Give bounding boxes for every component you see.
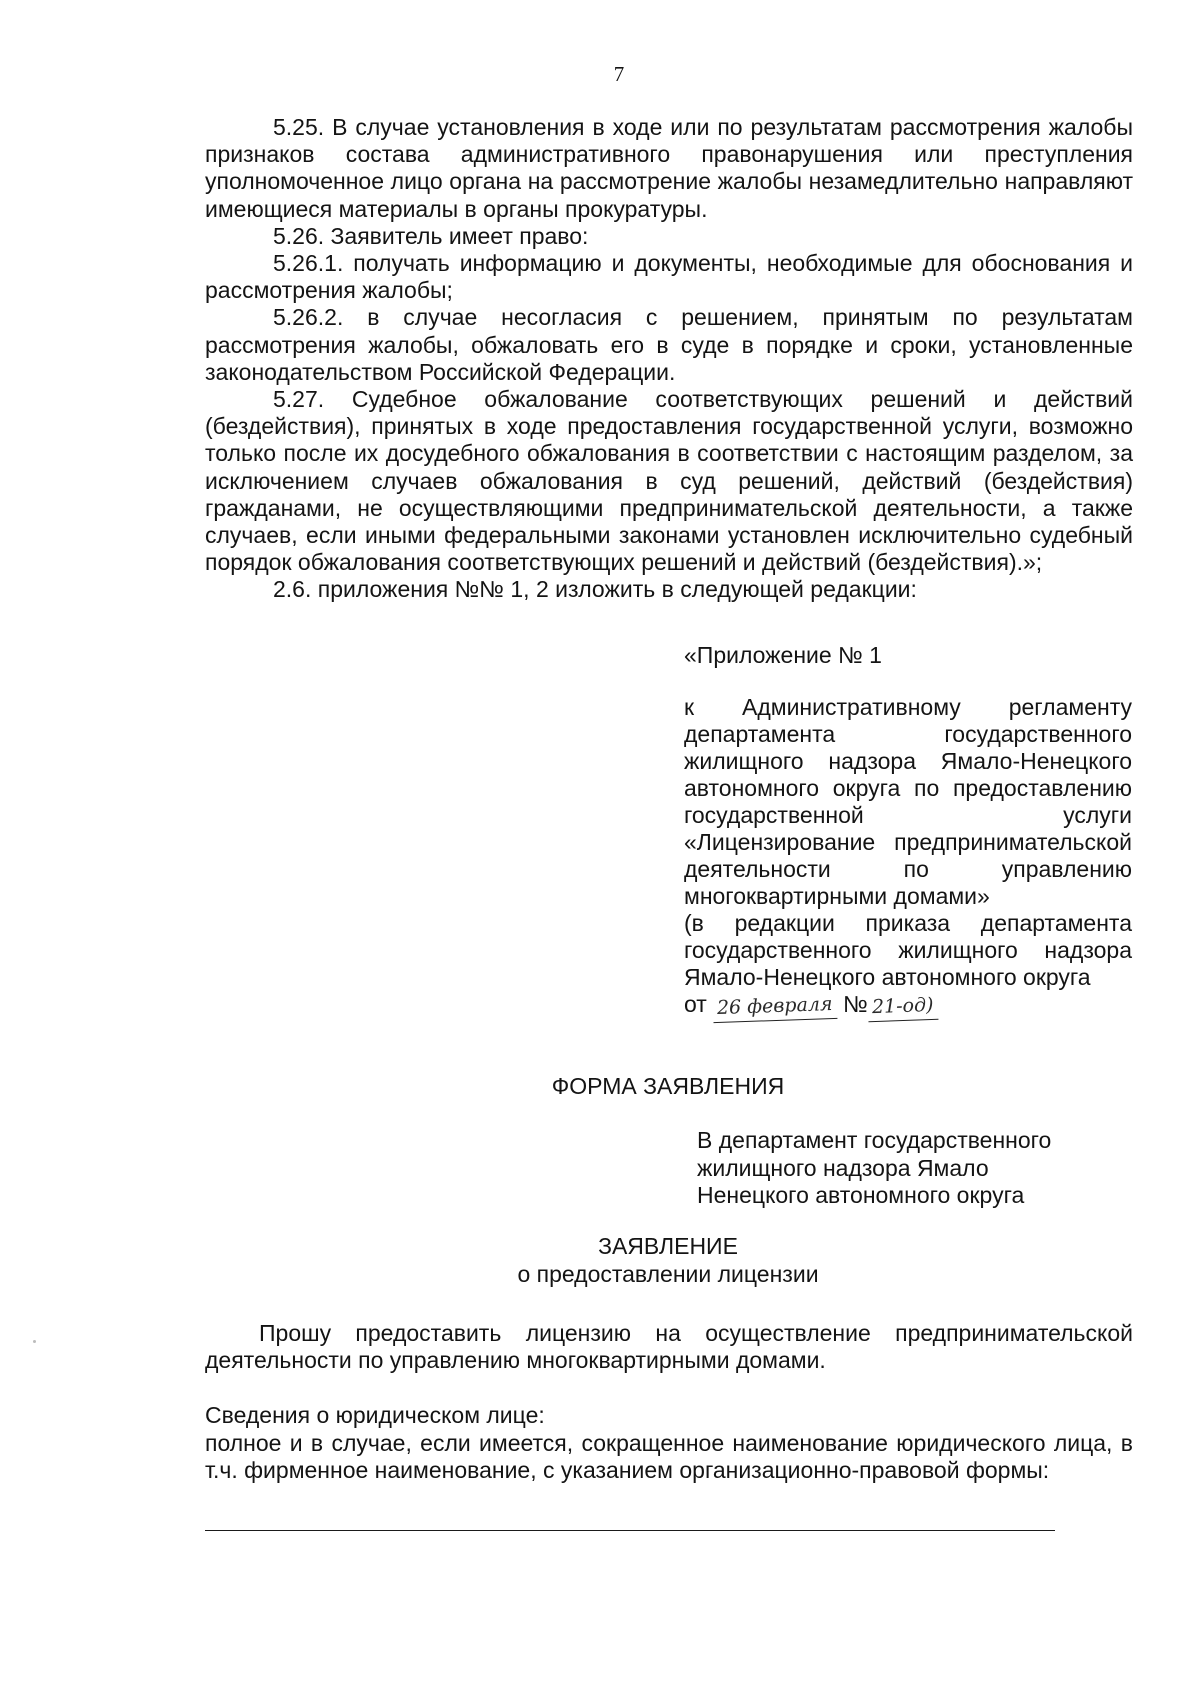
request-paragraph: [205, 1320, 1133, 1374]
form-heading: ФОРМА ЗАЯВЛЕНИЯ: [551, 1073, 785, 1099]
legal-entity-description-text: полное и в случае, если имеется, сокращенное наименование юридического лица, в т.ч. фирменное наименование, с указанием организационно-правовой формы:: [205, 1430, 1133, 1484]
addressee-line-1: В департамент государственного: [697, 1127, 1052, 1153]
legal-entity-label: Сведения о юридическом лице:: [205, 1402, 545, 1428]
request-text: Прошу предоставить лицензию на осуществление предпринимательской деятельности по управлению многоквартирными домами.: [205, 1320, 1133, 1374]
addressee-line-3: Ненецкого автономного округа: [697, 1182, 1025, 1208]
paragraph-5-26-1: 5.26.1. получать информацию и документы, необходимые для обоснования и рассмотрения жалобы;: [205, 250, 1133, 304]
handwritten-date: 26 февраля: [713, 991, 837, 1023]
handwritten-number: 21-од): [867, 992, 937, 1022]
main-text: [205, 114, 1133, 604]
appendix-edition-text: (в редакции приказа департамента государственного жилищного надзора Ямало-Ненецкого автономного округа: [684, 910, 1132, 990]
edition-date-line: [684, 991, 1132, 1021]
addressee-block: [697, 1127, 1117, 1210]
legal-entity-description: [205, 1430, 1133, 1484]
fill-in-line: [205, 1530, 1055, 1531]
application-title: ЗАЯВЛЕНИЕ: [598, 1233, 738, 1259]
appendix-title: «Приложение № 1: [684, 642, 882, 668]
paragraph-5-27: 5.27. Судебное обжалование соответствующих решений и действий (бездействия), принятых в ходе предоставления государственной услуги, возможно только после их досудебного обжалования в соответствии с настоящим разделом, за исключением случаев обжалования в суд решений, действий (бездействия) гражданами, не осуществляющими предпринимательской деятельности, а также случаев, если иными федеральными законами установлен исключительно судебный порядок обжалования соответствующих решений и действий (бездействия).»;: [205, 386, 1133, 576]
appendix-regulation-text: к Административному регламенту департамента государственного жилищного надзора Ямало-Ненецкого автономного округа по предоставлению государственной услуги «Лицензирование предпринимательской деятельности по управлению многоквартирными домами»: [684, 694, 1132, 909]
date-prefix: от: [684, 991, 707, 1017]
application-subtitle: о предоставлении лицензии: [517, 1261, 819, 1287]
addressee-line-2: жилищного надзора Ямало: [697, 1154, 989, 1181]
scan-speck: [33, 1340, 36, 1343]
paragraph-5-26-2: 5.26.2. в случае несогласия с решением, принятым по результатам рассмотрения жалобы, обжаловать его в суде в порядке и сроки, установленные законодательством Российской Федерации.: [205, 304, 1133, 385]
paragraph-2-6: 2.6. приложения №№ 1, 2 изложить в следующей редакции:: [273, 576, 917, 603]
paragraph-5-26: 5.26. Заявитель имеет право:: [273, 222, 589, 249]
page-number: 7: [613, 62, 625, 86]
appendix-block: [684, 694, 1132, 1021]
number-prefix: №: [843, 991, 868, 1017]
paragraph-5-25: 5.25. В случае установления в ходе или по результатам рассмотрения жалобы признаков состава административного правонарушения или преступления уполномоченное лицо органа на рассмотрение жалобы незамедлительно направляют имеющиеся материалы в органы прокуратуры.: [205, 114, 1133, 222]
